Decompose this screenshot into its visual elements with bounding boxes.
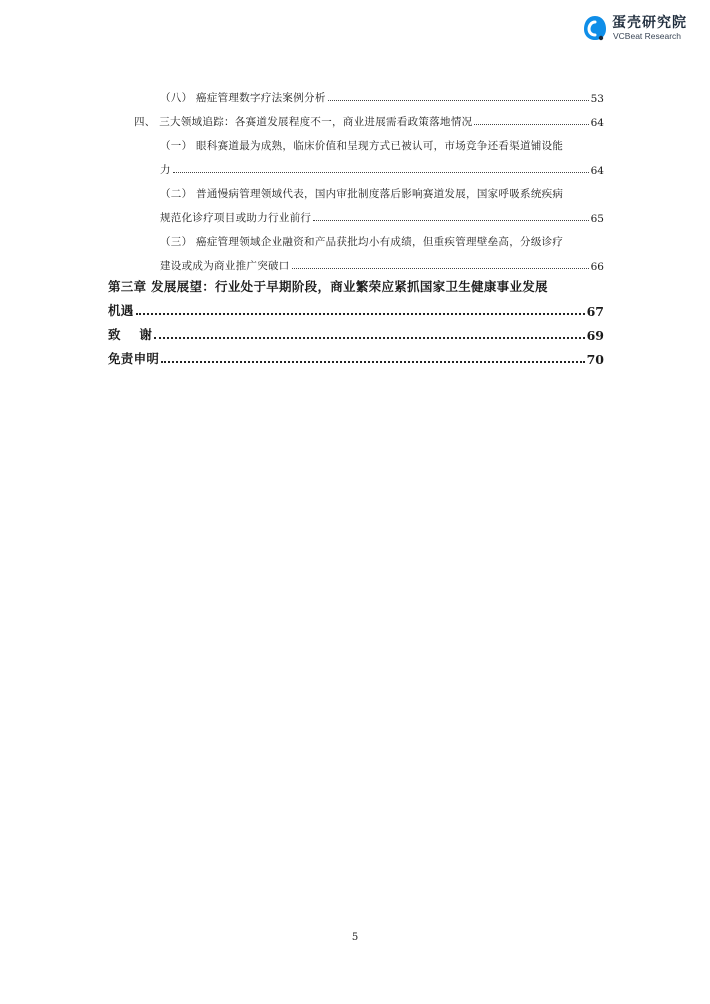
toc-chapter-entry[interactable] bbox=[108, 277, 604, 295]
toc-page-number: 53 bbox=[590, 93, 604, 105]
vcbeat-logo-icon bbox=[582, 14, 608, 42]
toc-page-number: 65 bbox=[590, 213, 604, 225]
toc-page-number: 70 bbox=[586, 352, 604, 367]
toc-entry-title: （三） 癌症管理领域企业融资和产品获批均小有成绩，但重疾管理壁垒高，分级诊疗 bbox=[160, 236, 564, 248]
toc-leader-dots bbox=[136, 313, 585, 315]
toc-page-number: 64 bbox=[590, 165, 604, 177]
toc-chapter-continuation[interactable] bbox=[108, 301, 604, 319]
toc-entry-continuation[interactable] bbox=[160, 210, 604, 225]
toc-entry-title: 四、 三大领域追踪：各赛道发展程度不一，商业进展需看政策落地情况 bbox=[134, 116, 473, 128]
toc-entry-title: 规范化诊疗项目或助力行业前行 bbox=[160, 212, 312, 224]
toc-chapter-title: 致 谢 bbox=[108, 327, 153, 342]
toc-leader-dots bbox=[154, 337, 584, 339]
toc-entry[interactable] bbox=[134, 114, 604, 129]
toc-leader-dots bbox=[328, 100, 589, 101]
toc-leader-dots bbox=[161, 361, 584, 363]
toc-entry-title: （一） 眼科赛道最为成熟，临床价值和呈现方式已被认可，市场竞争还看渠道铺设能 bbox=[160, 140, 564, 152]
toc-chapter-entry[interactable] bbox=[108, 349, 604, 367]
toc-entry[interactable] bbox=[160, 138, 604, 153]
toc-leader-dots bbox=[292, 268, 589, 269]
toc-chapter-title: 免责申明 bbox=[108, 351, 160, 366]
toc-page-number: 66 bbox=[590, 261, 604, 273]
toc-entry[interactable] bbox=[160, 186, 604, 201]
toc-chapter-title: 第三章 发展展望：行业处于早期阶段，商业繁荣应紧抓国家卫生健康事业发展 bbox=[108, 279, 548, 294]
toc-entry-continuation[interactable] bbox=[160, 162, 604, 177]
vcbeat-logo bbox=[582, 12, 692, 44]
toc-entry-continuation[interactable] bbox=[160, 258, 604, 273]
page-number: 5 bbox=[351, 932, 359, 943]
logo-english-name: VCBeat Research bbox=[613, 31, 682, 41]
toc-entry-title: （二） 普通慢病管理领域代表，国内审批制度落后影响赛道发展，国家呼吸系统疾病 bbox=[160, 188, 564, 200]
toc-entry[interactable] bbox=[160, 90, 604, 105]
toc-page-number: 69 bbox=[586, 328, 604, 343]
toc-page-number: 67 bbox=[586, 304, 604, 319]
toc-entry-title: （八） 癌症管理数字疗法案例分析 bbox=[160, 92, 326, 104]
toc-entry-title: 力 bbox=[160, 164, 171, 176]
toc-chapter-title: 机遇 bbox=[108, 303, 134, 318]
logo-chinese-name: 蛋壳研究院 bbox=[612, 15, 687, 31]
toc-leader-dots bbox=[474, 124, 588, 125]
toc-entry[interactable] bbox=[160, 234, 604, 249]
toc-leader-dots bbox=[173, 172, 589, 173]
toc-leader-dots bbox=[313, 220, 588, 221]
toc-page-number: 64 bbox=[590, 117, 604, 129]
toc-chapter-entry[interactable] bbox=[108, 325, 604, 343]
toc-entry-title: 建设或成为商业推广突破口 bbox=[160, 260, 290, 272]
